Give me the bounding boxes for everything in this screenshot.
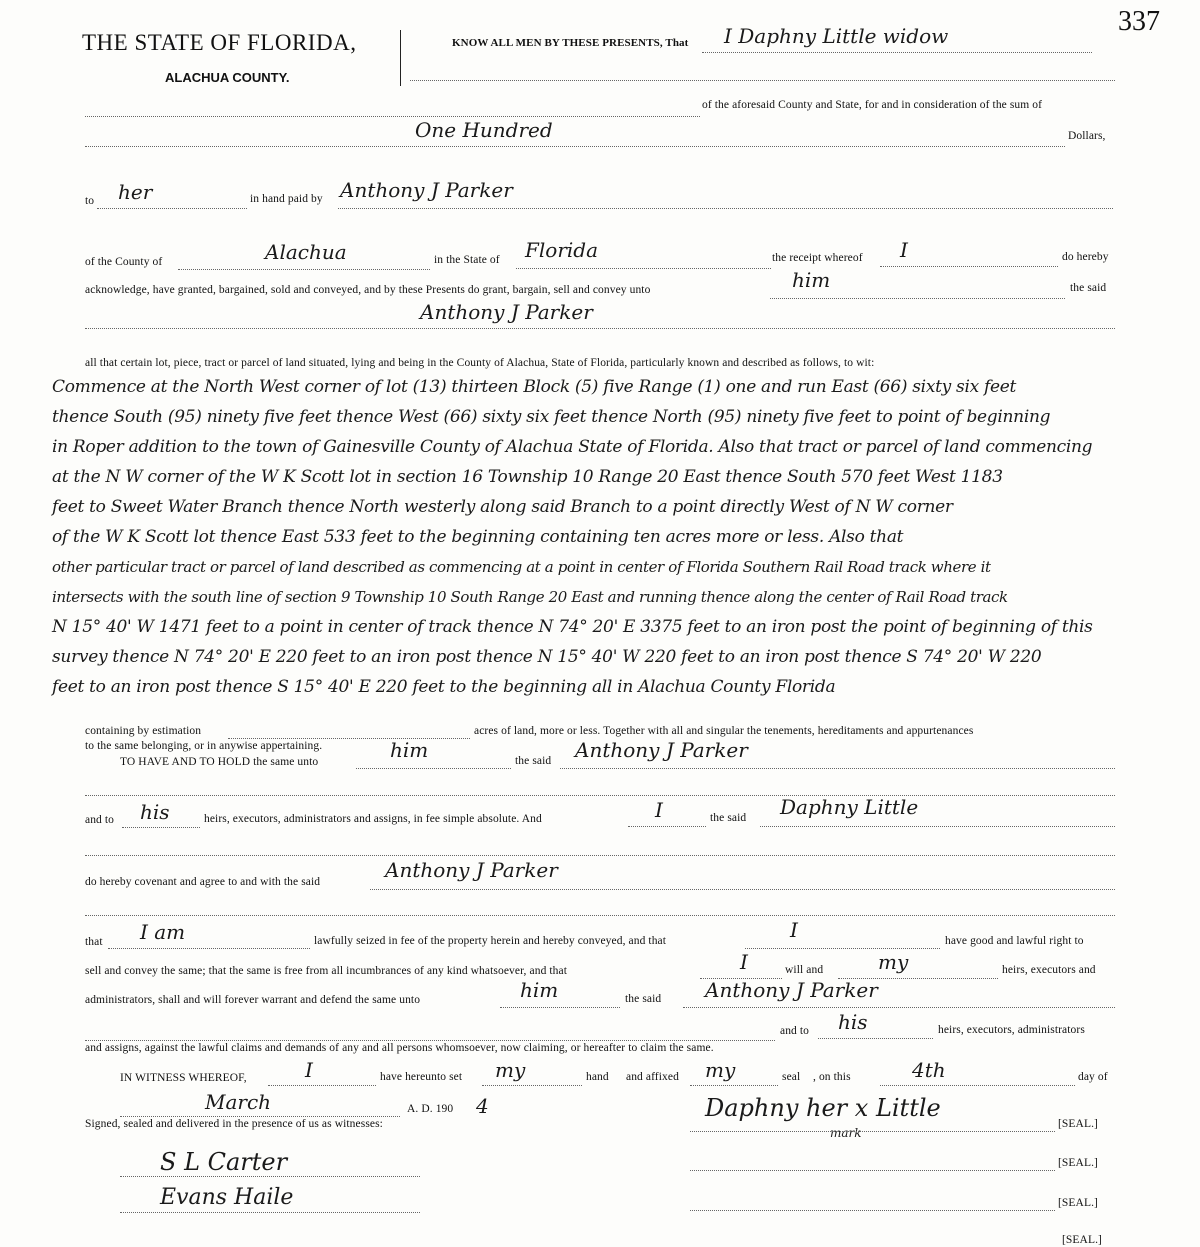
description-line: other particular tract or parcel of land described as commencing at a point in center of Florida Southern Rail Road track where it — [52, 558, 991, 576]
receipt-handwriting: I — [900, 238, 908, 262]
to-have-text: TO HAVE AND TO HOLD the same unto — [120, 756, 319, 768]
description-line: survey thence N 74° 20' E 220 feet to an iron post thence N 15° 40' W 220 feet to an iron post thence S 74° 20' W 220 — [52, 647, 1042, 667]
warranty-said-text: the said — [625, 993, 662, 1005]
grantor-signature: Daphny her x Little — [705, 1094, 941, 1122]
description-line: of the W K Scott lot thence East 533 feet to the beginning containing ten acres more or less. Also that — [52, 527, 904, 547]
state-heading: THE STATE OF FLORIDA, — [82, 30, 357, 55]
receipt-text: the receipt whereof — [772, 252, 863, 264]
mark-handwriting: mark — [830, 1126, 862, 1140]
ad-text: A. D. 190 — [407, 1103, 454, 1115]
good-right-text: have good and lawful right to — [945, 935, 1084, 947]
the-said-text: the said — [1070, 282, 1107, 294]
his-handwriting: his — [140, 800, 170, 824]
paid-by-text: in hand paid by — [250, 193, 323, 205]
acknowledge-text: acknowledge, have granted, bargained, sold and conveyed, and by these Presents do grant, bargain, sell and convey unto — [85, 284, 651, 296]
habendum-said-text: the said — [710, 812, 747, 824]
to-text: to — [85, 195, 95, 207]
description-line: at the N W corner of the W K Scott lot in section 16 Township 10 Range 20 East thence South 570 feet West 1183 — [52, 467, 1003, 487]
description-line: in Roper addition to the town of Gainesville County of Alachua State of Florida. Also that tract or parcel of land commencing — [52, 437, 1093, 457]
to-have-handwriting: him — [390, 738, 429, 762]
warranty-his-handwriting: his — [838, 1010, 868, 1034]
description-line: feet to an iron post thence S 15° 40' E 220 feet to the beginning all in Alachua County Florida — [52, 677, 836, 697]
am-handwriting: I am — [140, 920, 186, 944]
description-line: N 15° 40' W 1471 feet to a point in center of track thence N 74° 20' E 3375 feet to an iron post the point of beginning of this — [52, 617, 1093, 637]
administrators-text: administrators, shall and will forever warrant and defend the same unto — [85, 994, 421, 1006]
page-number: 337 — [1118, 6, 1160, 37]
seal-label: [SEAL.] — [1058, 1118, 1098, 1130]
seal-label: [SEAL.] — [1058, 1197, 1098, 1209]
warranty-grantee-handwriting: Anthony J Parker — [705, 978, 878, 1002]
of-county-text: of the County of — [85, 256, 163, 268]
covenant-handwriting: Anthony J Parker — [385, 858, 558, 882]
sell-convey-text: sell and convey the same; that the same is free from all incumbrances of any kind whatsoever, and that — [85, 965, 568, 977]
to-have-grantee-handwriting: Anthony J Parker — [575, 738, 748, 762]
on-this-text: , on this — [813, 1071, 851, 1083]
my-handwriting: my — [878, 950, 909, 974]
header-brace — [400, 30, 401, 86]
month-handwriting: March — [205, 1090, 272, 1114]
witness-two-signature: Evans Haile — [160, 1185, 294, 1210]
to-have-said-text: the said — [515, 755, 552, 767]
signed-text: Signed, sealed and delivered in the presence of us as witnesses: — [85, 1118, 383, 1130]
grantee-handwriting: Anthony J Parker — [420, 300, 593, 324]
will-handwriting: I — [740, 950, 748, 974]
seized-handwriting: I — [790, 918, 798, 942]
seal-text: seal — [782, 1071, 801, 1083]
description-intro: all that certain lot, piece, tract or parcel of land situated, lying and being in the County of Alachua, State of Florida, particularly known and described as follows, to wit: — [85, 357, 875, 369]
know-all-text: KNOW ALL MEN BY THESE PRESENTS, That — [452, 37, 689, 49]
and-to-text: and to — [85, 814, 115, 826]
belonging-text: to the same belonging, or in anywise appertaining. — [85, 740, 323, 752]
heirs-text: heirs, executors, administrators and assigns, in fee simple absolute. And — [204, 813, 542, 825]
unto-handwriting: him — [792, 268, 831, 292]
description-lines — [52, 372, 1162, 702]
habendum-grantor-handwriting: Daphny Little — [780, 795, 919, 819]
witness-whereof-text: IN WITNESS WHEREOF, — [120, 1072, 247, 1084]
heirs-exec-text: heirs, executors and — [1002, 964, 1096, 976]
state-handwriting: Florida — [525, 238, 598, 262]
that-text: that — [85, 936, 103, 948]
and-handwriting: I — [655, 798, 663, 822]
description-line: Commence at the North West corner of lot (13) thirteen Block (5) five Range (1) one and run East (66) sixty six feet — [52, 377, 1017, 397]
description-line: feet to Sweet Water Branch thence North westerly along said Branch to a point directly West of N W corner — [52, 497, 953, 517]
grantor-handwriting: I Daphny Little widow — [724, 24, 949, 48]
hand-text: hand — [586, 1071, 609, 1083]
affixed-handwriting: my — [705, 1058, 736, 1082]
heirs-admin-text: heirs, executors, administrators — [938, 1024, 1085, 1036]
amount-handwriting: One Hundred — [415, 118, 553, 142]
description-line: intersects with the south line of section 9 Township 10 South Range 20 East and running thence along the center of Rail Road track — [52, 588, 1008, 606]
covenant-text: do hereby covenant and agree to and with the said — [85, 876, 321, 888]
set-handwriting: my — [495, 1058, 526, 1082]
to-handwriting: her — [118, 180, 153, 204]
seized-text: lawfully seized in fee of the property herein and hereby conveyed, and that — [314, 935, 667, 947]
aforesaid-text: of the aforesaid County and State, for and in consideration of the sum of — [702, 99, 1043, 111]
payer-handwriting: Anthony J Parker — [340, 178, 513, 202]
do-hereby-text: do hereby — [1062, 251, 1109, 263]
day-of-text: day of — [1078, 1071, 1108, 1083]
seal-label: [SEAL.] — [1058, 1157, 1098, 1169]
warranty-and-to-text: and to — [780, 1025, 810, 1037]
year-handwriting: 4 — [476, 1094, 489, 1118]
warranty-him-handwriting: him — [520, 978, 559, 1002]
witness-whereof-handwriting: I — [305, 1058, 313, 1082]
county-handwriting: Alachua — [265, 240, 347, 264]
acres-text: acres of land, more or less. Together with all and singular the tenements, hereditaments and appurtenances — [474, 725, 974, 737]
affixed-text: and affixed — [626, 1071, 679, 1083]
seal-label: [SEAL.] — [1062, 1234, 1102, 1246]
day-handwriting: 4th — [912, 1058, 946, 1082]
assigns-text: and assigns, against the lawful claims and demands of any and all persons whomsoever, now claiming, or hereafter to claim the same. — [85, 1042, 714, 1054]
county-heading: ALACHUA COUNTY. — [165, 70, 290, 85]
will-and-text: will and — [785, 964, 824, 976]
containing-text: containing by estimation — [85, 725, 202, 737]
description-line: thence South (95) ninety five feet thence West (66) sixty six feet thence North (95) ninety five feet to point of beginning — [52, 407, 1051, 427]
set-text: have hereunto set — [380, 1071, 463, 1083]
witness-one-signature: S L Carter — [160, 1148, 288, 1176]
in-state-text: in the State of — [434, 254, 500, 266]
dollars-text: Dollars, — [1068, 130, 1106, 142]
